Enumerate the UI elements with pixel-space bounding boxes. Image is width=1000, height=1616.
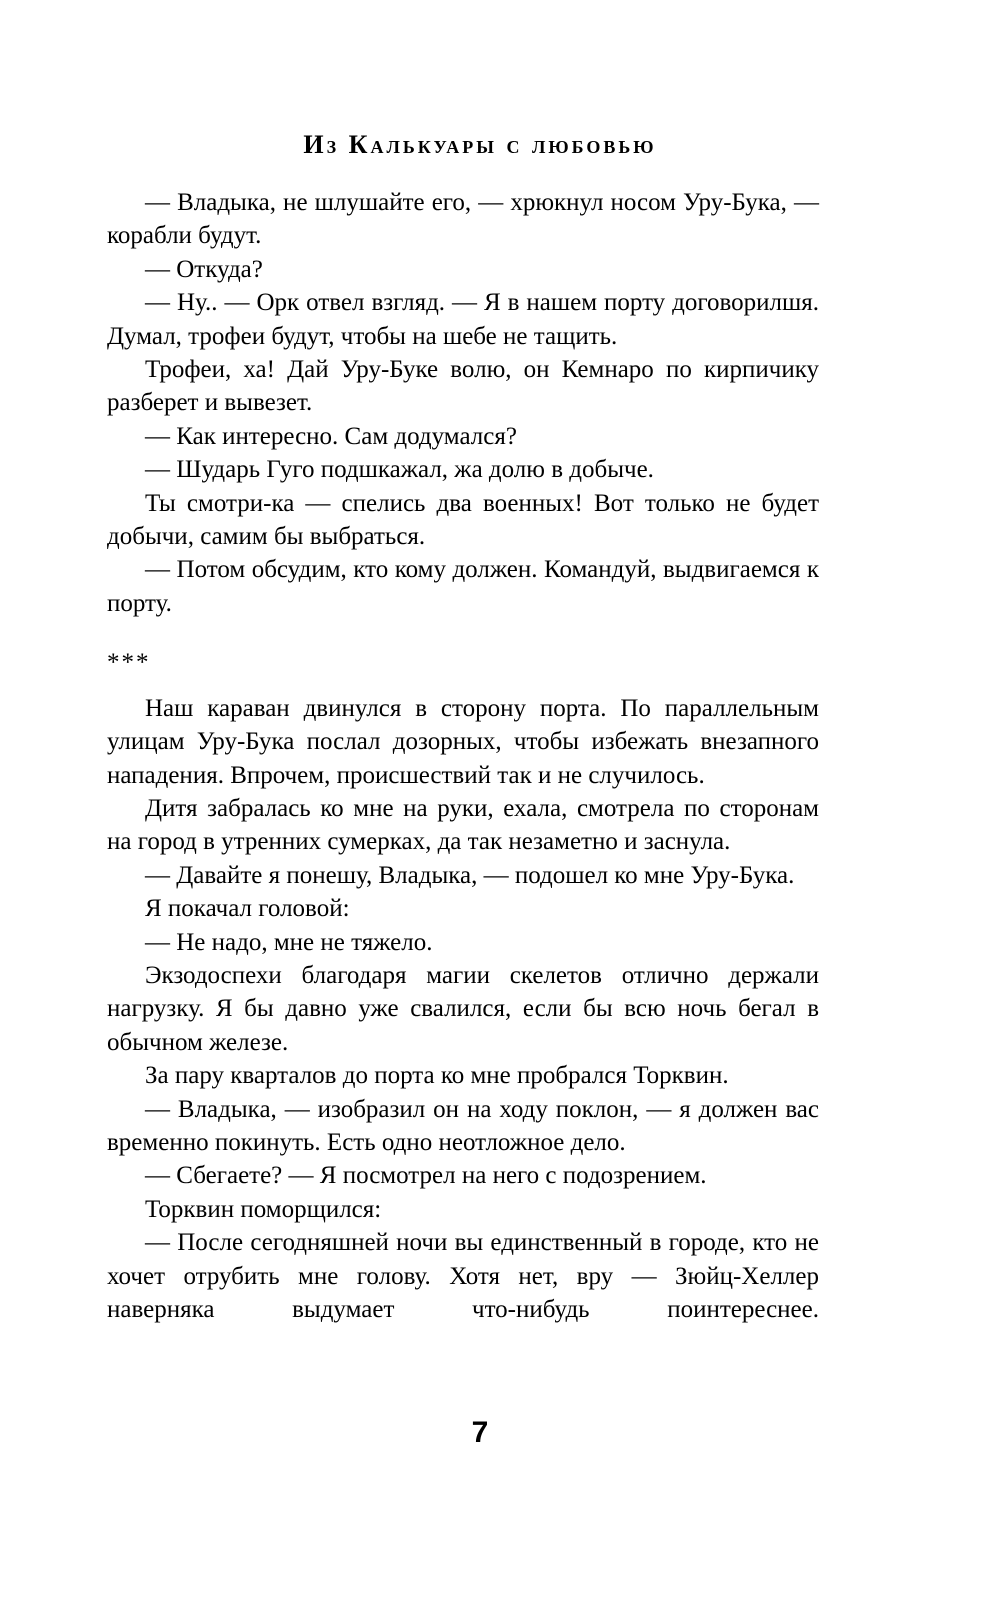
paragraph: Дитя забралась ко мне на руки, ехала, смотрела по сторонам на город в утренних сумерках, да так незаметно и заснула. [107,794,819,856]
paragraph: Экзодоспехи благодаря магии скелетов отлично держали нагрузку. Я бы давно уже свалился, если бы всю ночь бегал в обычном железе. [107,961,819,1056]
paragraph: Трофеи, ха! Дай Уру-Буке волю, он Кемнаро по кирпичику разберет и вывезет. [107,356,819,417]
paragraph: Ты смотри-ка — спелись два военных! Вот только не будет добычи, самим бы выбраться. [107,489,819,551]
paragraph: Торквин поморщился: [145,1195,382,1223]
paragraph: — Сбегаете? — Я посмотрел на него с подозрением. [145,1162,707,1190]
running-head: Из Калькуары с любовью [303,130,657,159]
page-number: 7 [471,1416,489,1449]
paragraph: Наш караван двинулся в сторону порта. По параллельным улицам Уру-Бука послал дозорных, чтобы избежать внезапного нападения. Впрочем, происшествий так и не случилось. [107,694,819,789]
paragraph: — Владыка, — изобразил он на ходу поклон, — я должен вас временно покинуть. Есть одно неотложное дело. [107,1095,819,1156]
paragraph: — Шударь Гуго подшкажал, жа долю в добыче. [145,456,654,484]
body-text [107,186,819,1326]
paragraph: — Откуда? [145,255,263,283]
paragraph: — Давайте я понешу, Владыка, — подошел ко мне Уру-Бука. [145,861,795,889]
paragraph: — Владыка, не шлушайте его, — хрюкнул носом Уру-Бука, — корабли будут. [107,189,819,250]
paragraph: — После сегодняшней ночи вы единственный в городе, кто не хочет отрубить мне голову. Хотя нет, вру — Зюйц-Хеллер наверняка выдумает что-нибудь поинтереснее. [107,1229,819,1323]
section-separator: *** [107,649,151,677]
paragraph: — Потом обсудим, кто кому должен. Командуй, выдвигаемся к порту. [107,556,819,617]
paragraph: Я покачал головой: [145,895,350,923]
paragraph: — Не надо, мне не тяжело. [145,928,433,956]
paragraph: — Как интересно. Сам додумался? [145,422,517,450]
paragraph: За пару кварталов до порта ко мне пробрался Торквин. [145,1062,729,1090]
paragraph: — Ну.. — Орк отвел взгляд. — Я в нашем порту договорилшя. Думал, трофеи будут, чтобы на шебе не тащить. [107,289,819,350]
